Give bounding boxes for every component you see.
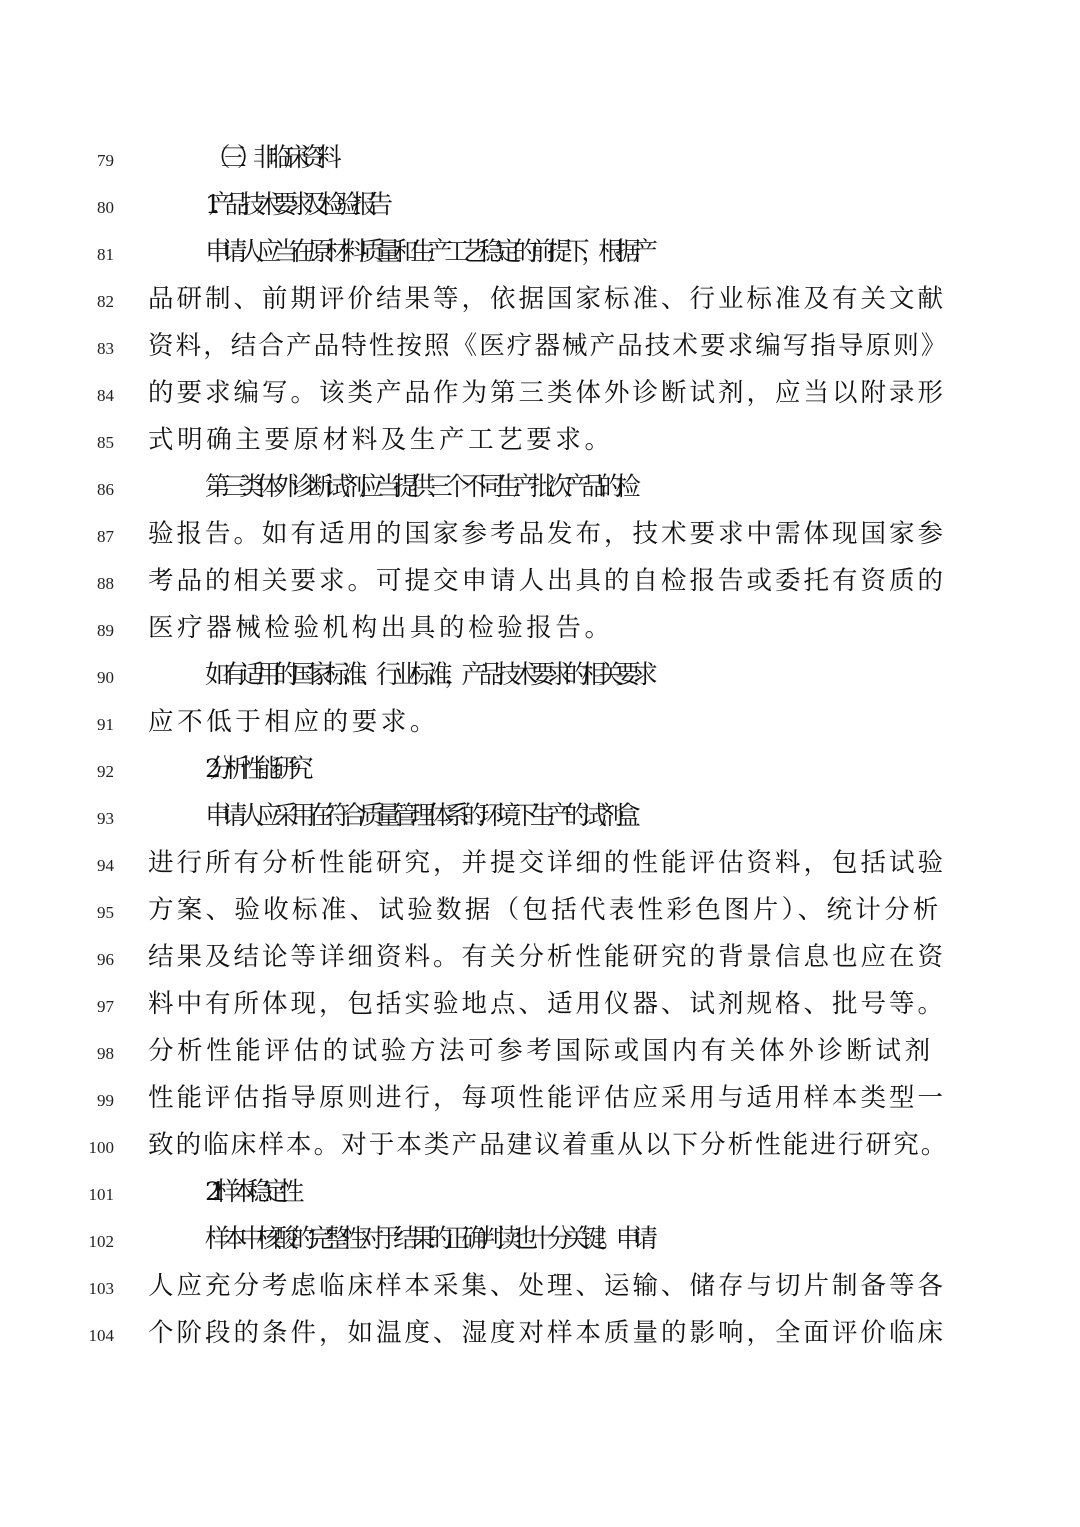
line-103 <box>0 1266 1080 1313</box>
line-84 <box>0 373 1080 420</box>
paragraph-line: 品研制、前期评价结果等，依据国家标准、行业标准及有关文献 <box>148 284 947 314</box>
line-94 <box>0 843 1080 890</box>
paragraph-line: 资料，结合产品特性按照《医疗器械产品技术要求编写指导原则》 <box>148 331 949 361</box>
paragraph-line: 分析性能评估的试验方法可参考国际或国内有关体外诊断试剂 <box>148 1036 934 1066</box>
line-81 <box>0 232 1080 279</box>
line-number: 84 <box>97 386 114 405</box>
line-79 <box>0 138 1080 185</box>
line-number: 93 <box>97 809 114 828</box>
paragraph-line: 医疗器械检验机构出具的检验报告。 <box>148 613 614 643</box>
paragraph-line: 应不低于相应的要求。 <box>148 707 440 737</box>
line-92 <box>0 749 1080 796</box>
line-number: 91 <box>97 715 114 734</box>
line-number: 88 <box>97 574 114 593</box>
line-87 <box>0 514 1080 561</box>
line-89 <box>0 608 1080 655</box>
line-86 <box>0 467 1080 514</box>
line-83 <box>0 326 1080 373</box>
line-80 <box>0 185 1080 232</box>
paragraph-line: 人应充分考虑临床样本采集、处理、运输、储存与切片制备等各 <box>148 1271 947 1301</box>
line-number: 82 <box>97 292 114 311</box>
line-number: 89 <box>97 621 114 640</box>
line-number: 100 <box>88 1138 114 1157</box>
line-number: 97 <box>97 997 114 1016</box>
line-97 <box>0 984 1080 1031</box>
paragraph-line: 料中有所体现，包括实验地点、适用仪器、试剂规格、批号等。 <box>148 989 947 1019</box>
line-102 <box>0 1219 1080 1266</box>
paragraph-line: 方案、验收标准、试验数据（包括代表性彩色图片）、统计分析 <box>148 895 942 925</box>
line-82 <box>0 279 1080 326</box>
line-number: 92 <box>97 762 114 781</box>
line-number: 104 <box>88 1326 114 1345</box>
line-number: 86 <box>97 480 114 499</box>
line-number: 95 <box>97 903 114 922</box>
line-number: 87 <box>97 527 114 546</box>
paragraph-line: 的要求编写。该类产品作为第三类体外诊断试剂，应当以附录形 <box>148 378 947 408</box>
paragraph-line: 验报告。如有适用的国家参考品发布，技术要求中需体现国家参 <box>148 519 947 549</box>
paragraph-line: 个阶段的条件，如温度、湿度对样本质量的影响，全面评价临床 <box>148 1318 947 1348</box>
line-90 <box>0 655 1080 702</box>
paragraph-line: 结果及结论等详细资料。有关分析性能研究的背景信息也应在资 <box>148 942 947 972</box>
line-99 <box>0 1078 1080 1125</box>
line-number: 101 <box>88 1185 114 1204</box>
line-number: 94 <box>97 856 114 875</box>
line-number: 85 <box>97 433 114 452</box>
paragraph-line: 考品的相关要求。可提交申请人出具的自检报告或委托有资质的 <box>148 566 947 596</box>
line-number: 79 <box>97 151 114 170</box>
paragraph-line: 申请人应采用在符合质量管理体系的环境下生产的试剂盒 <box>205 801 633 831</box>
line-number: 102 <box>88 1232 114 1251</box>
line-93 <box>0 796 1080 843</box>
line-88 <box>0 561 1080 608</box>
line-number: 98 <box>97 1044 114 1063</box>
paragraph-line: 样本中核酸的完整性对于结果的正确判读也十分关键。申请 <box>205 1224 650 1254</box>
paragraph-line: 第三类体外诊断试剂应当提供三个不同生产批次产品的检 <box>205 472 633 502</box>
section-heading: （三）非临床资料 <box>205 143 333 173</box>
paragraph-line: 进行所有分析性能研究，并提交详细的性能评估资料，包括试验 <box>148 848 947 878</box>
paragraph-line: 致的临床样本。对于本类产品建议着重从以下分析性能进行研究。 <box>148 1130 949 1160</box>
line-number: 90 <box>97 668 114 687</box>
line-101 <box>0 1172 1080 1219</box>
paragraph-line: 式明确主要原材料及生产工艺要求。 <box>148 425 614 455</box>
line-85 <box>0 420 1080 467</box>
subsection-heading: 2. 分析性能研究 <box>205 754 305 784</box>
paragraph-line: 性能评估指导原则进行，每项性能评估应采用与适用样本类型一 <box>148 1083 947 1113</box>
line-number: 81 <box>97 245 114 264</box>
line-96 <box>0 937 1080 984</box>
subsection-heading: 2.1 样本稳定性 <box>205 1177 295 1207</box>
line-number: 83 <box>97 339 114 358</box>
line-95 <box>0 890 1080 937</box>
line-100 <box>0 1125 1080 1172</box>
line-91 <box>0 702 1080 749</box>
line-number: 99 <box>97 1091 114 1110</box>
paragraph-line: 如有适用的国家标准、行业标准，产品技术要求的相关要求 <box>205 660 650 690</box>
paragraph-line: 申请人应当在原材料质量和生产工艺稳定的前提下，根据产 <box>205 237 650 267</box>
line-number: 103 <box>88 1279 114 1298</box>
subsection-heading: 1. 产品技术要求及检验报告 <box>205 190 384 220</box>
line-98 <box>0 1031 1080 1078</box>
line-number: 80 <box>97 198 114 217</box>
line-104 <box>0 1313 1080 1360</box>
line-number: 96 <box>97 950 114 969</box>
